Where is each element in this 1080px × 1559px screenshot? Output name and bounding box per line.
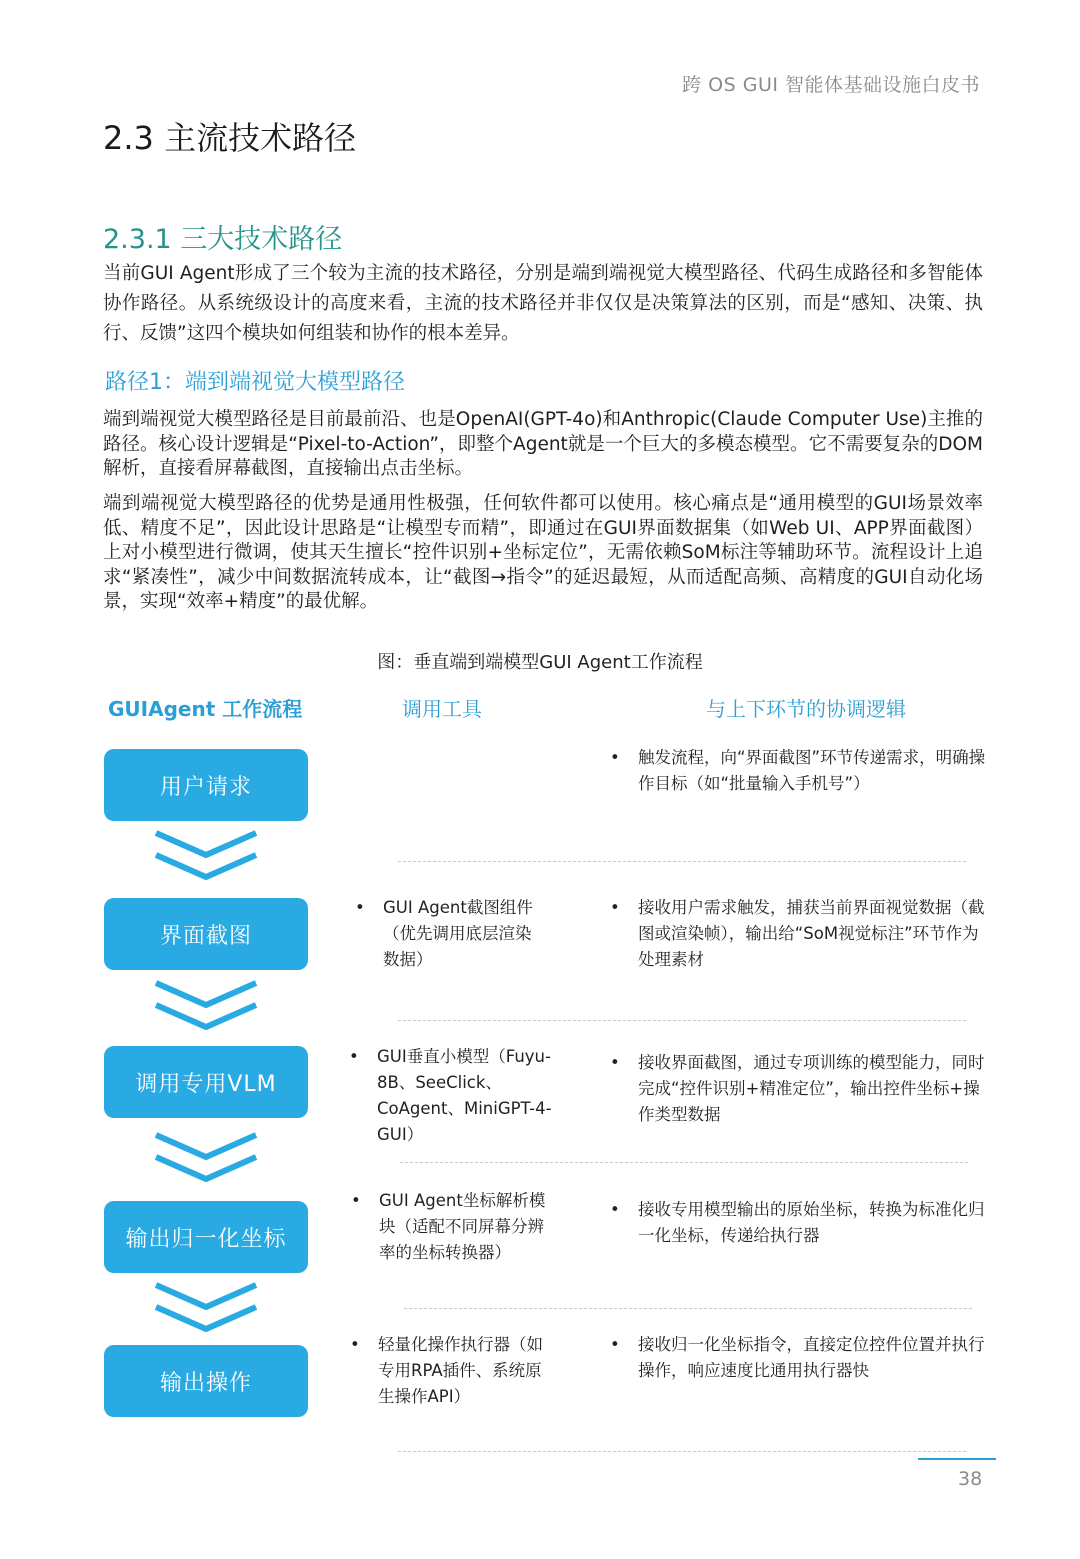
figure-caption: 图：垂直端到端模型GUI Agent工作流程 (377, 652, 703, 673)
bullet: • (610, 748, 620, 767)
workflow-step-box: 界面截图 (104, 898, 308, 970)
chevron-down-icon (152, 1131, 260, 1187)
document-header-title: 跨 OS GUI 智能体基础设施白皮书 (682, 74, 980, 96)
workflow-step-box: 输出操作 (104, 1345, 308, 1417)
tool-text (355, 895, 570, 973)
tool-text (351, 1188, 566, 1266)
page-number: 38 (958, 1468, 983, 1490)
row-divider (398, 1020, 966, 1021)
chevron-down-icon (152, 1281, 260, 1337)
coordination-text (610, 1197, 990, 1249)
column-header-tools: 调用工具 (402, 697, 482, 721)
coordination-text-content: 触发流程，向“界面截图”环节传递需求，明确操作目标（如“批量输入手机号”） (638, 748, 986, 793)
row-divider (398, 1451, 966, 1452)
tool-text-content: 轻量化操作执行器（如专用RPA插件、系统原生操作API） (378, 1335, 543, 1406)
row-divider (400, 1162, 968, 1163)
bullet: • (610, 1335, 620, 1354)
tool-text (350, 1332, 565, 1410)
section-title: 2.3 主流技术路径 (103, 119, 357, 157)
chevron-down-icon (152, 829, 260, 885)
tool-text-content: GUI Agent截图组件（优先调用底层渲染数据） (383, 898, 533, 969)
tool-text-content: GUI垂直小模型（Fuyu-8B、SeeClick、CoAgent、MiniGPT-4-GUI） (377, 1047, 552, 1144)
subsection-title: 2.3.1 三大技术路径 (103, 224, 343, 255)
tool-text (349, 1044, 564, 1148)
coordination-text-content: 接收专用模型输出的原始坐标，转换为标准化归一化坐标，传递给执行器 (638, 1200, 985, 1245)
coordination-text (610, 895, 990, 973)
coordination-text-content: 接收界面截图，通过专项训练的模型能力，同时完成“控件识别+精准定位”，输出控件坐标+操作类型数据 (638, 1053, 985, 1124)
coordination-text-content: 接收归一化坐标指令，直接定位控件位置并执行操作，响应速度比通用执行器快 (638, 1335, 985, 1380)
coordination-text (610, 1050, 990, 1128)
bullet: • (610, 1053, 620, 1072)
bullet: • (355, 898, 365, 917)
row-divider (404, 1308, 972, 1309)
column-header-coordination: 与上下环节的协调逻辑 (706, 697, 906, 721)
row-divider (398, 861, 966, 862)
coordination-text (610, 745, 990, 797)
path1-paragraph-1: 端到端视觉大模型路径是目前最前沿、也是OpenAI(GPT-4o)和Anthropic(Claude Computer Use)主推的路径。核心设计逻辑是“Pixel-to-Action”，即整个Agent就是一个巨大的多模态模型。它不需要复杂的DOM解析，直接看屏幕截图，直接输出点击坐标。 (103, 409, 983, 479)
tool-text-content: GUI Agent坐标解析模块（适配不同屏幕分辨率的坐标转换器） (379, 1191, 546, 1262)
chevron-down-icon (152, 979, 260, 1035)
path1-title: 路径1：端到端视觉大模型路径 (105, 370, 405, 395)
workflow-step-box: 调用专用VLM (104, 1046, 308, 1118)
path1-paragraph-2: 端到端视觉大模型路径的优势是通用性极强，任何软件都可以使用。核心痛点是“通用模型的GUI场景效率低、精度不足”，因此设计思路是“让模型专而精”，即通过在GUI界面数据集（如Web UI、APP界面截图）上对小模型进行微调，使其天生擅长“控件识别+坐标定位”，无需依赖SoM标注等辅助环节。流程设计上追求“紧凑性”，减少中间数据流转成本，让“截图→指令”的延迟最短，从而适配高频、高精度的GUI自动化场景，实现“效率+精度”的最优解。 (103, 493, 983, 612)
column-header-workflow: GUIAgent 工作流程 (108, 697, 303, 721)
workflow-step-box: 输出归一化坐标 (104, 1201, 308, 1273)
bullet: • (610, 898, 620, 917)
bullet: • (350, 1335, 360, 1354)
footer-accent-line (918, 1458, 996, 1460)
coordination-text (610, 1332, 990, 1384)
intro-paragraph: 当前GUI Agent形成了三个较为主流的技术路径，分别是端到端视觉大模型路径、代码生成路径和多智能体协作路径。从系统级设计的高度来看，主流的技术路径并非仅仅是决策算法的区别，而是“感知、决策、执行、反馈”这四个模块如何组装和协作的根本差异。 (103, 263, 983, 344)
coordination-text-content: 接收用户需求触发，捕获当前界面视觉数据（截图或渲染帧），输出给“SoM视觉标注”环节作为处理素材 (638, 898, 985, 969)
workflow-step-box: 用户请求 (104, 749, 308, 821)
bullet: • (351, 1191, 361, 1210)
bullet: • (349, 1047, 359, 1066)
bullet: • (610, 1200, 620, 1219)
